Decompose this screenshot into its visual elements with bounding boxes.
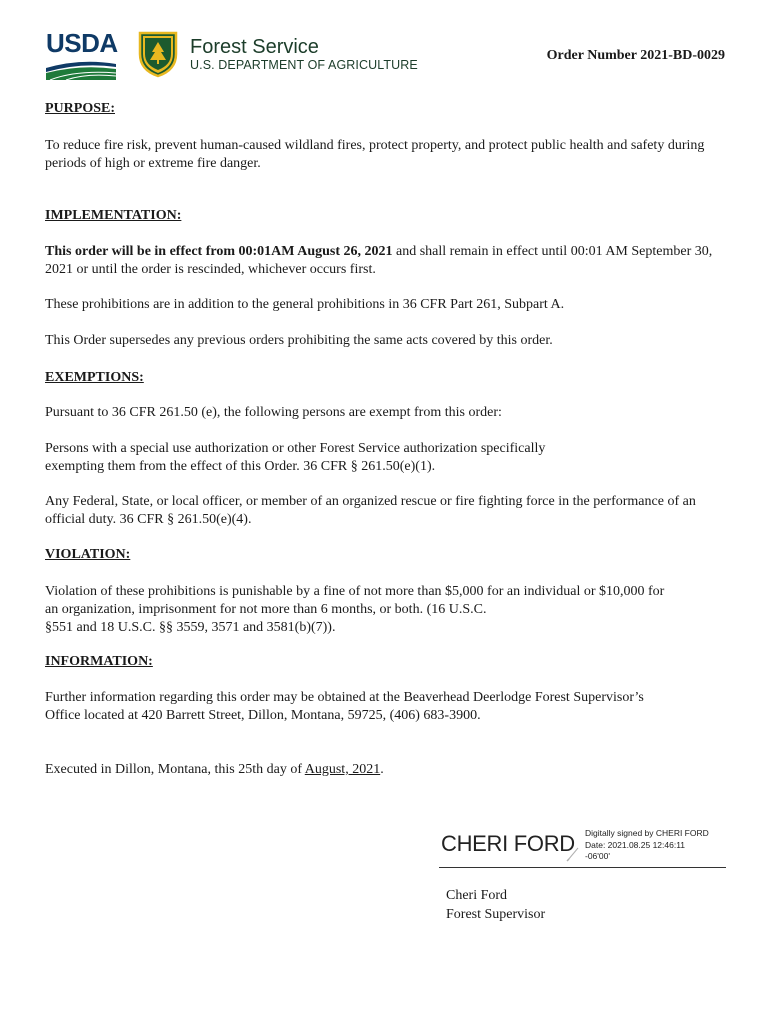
purpose-text: To reduce fire risk, prevent human-caused wildland fires, protect property, and protect public health and safety during periods of high or extreme fire danger.	[45, 138, 705, 171]
violation-heading: VIOLATION:	[45, 547, 131, 562]
exemption-item-2: Any Federal, State, or local officer, or member of an organized rescue or fire fighting force in the performance of an official duty. 36 CFR § 261.50(e)(4).	[45, 494, 696, 527]
forest-service-shield-icon	[137, 30, 179, 78]
exemption-item-1-line-1: Persons with a special use authorization or other Forest Service authorization specifically	[45, 441, 546, 456]
implementation-effective	[45, 243, 725, 279]
digital-signature-info	[585, 828, 735, 863]
violation-line-2: an organization, imprisonment for not more than 6 months, or both. (16 U.S.C.	[45, 602, 487, 617]
digital-signed-by: Digitally signed by CHERI FORD	[585, 828, 709, 838]
effective-date-bold: This order will be in effect from 00:01AM August 26, 2021	[45, 244, 393, 259]
exemptions-intro: Pursuant to 36 CFR 261.50 (e), the following persons are exempt from this order:	[45, 405, 502, 420]
purpose-heading: PURPOSE:	[45, 101, 115, 116]
signer-name: Cheri Ford	[446, 888, 508, 903]
exemption-item-1	[45, 440, 725, 476]
information-text	[45, 689, 725, 725]
violation-text	[45, 583, 725, 637]
usda-logo	[46, 30, 118, 80]
execution-prefix: Executed in Dillon, Montana, this 25th day of	[45, 762, 305, 777]
signer-title: Forest Supervisor	[446, 907, 546, 922]
information-line-2: Office located at 420 Barrett Street, Dillon, Montana, 59725, (406) 683-3900.	[45, 708, 481, 723]
exemptions-heading: EXEMPTIONS:	[45, 370, 144, 385]
department-name: U.S. DEPARTMENT OF AGRICULTURE	[190, 58, 418, 72]
execution-date: August, 2021	[304, 762, 381, 777]
information-line-1: Further information regarding this order may be obtained at the Beaverhead Deerlodge Forest Supervisor’s	[45, 690, 644, 705]
signature-line	[439, 867, 726, 868]
usda-field-icon	[46, 60, 116, 80]
execution-suffix: .	[380, 762, 384, 777]
execution-statement	[45, 761, 725, 779]
exemption-item-1-line-2: exempting them from the effect of this Order. 36 CFR § 261.50(e)(1).	[45, 459, 436, 474]
violation-line-1: Violation of these prohibitions is punishable by a fine of not more than $5,000 for an individual or $10,000 for	[45, 584, 665, 599]
digital-signed-offset: -06'00'	[585, 851, 610, 861]
effective-date-rest: and shall remain in effect until 00:01 AM September 30, 2021 or until the order is rescinded, whichever occurs first.	[45, 244, 713, 277]
violation-line-3: §551 and 18 U.S.C. §§ 3559, 3571 and 3581(b)(7)).	[45, 620, 336, 635]
usda-logo-text: USDA	[46, 28, 118, 58]
agency-name: Forest Service	[190, 36, 319, 58]
implementation-para-3: This Order supersedes any previous orders prohibiting the same acts covered by this order.	[45, 333, 553, 348]
implementation-para-2: These prohibitions are in addition to the general prohibitions in 36 CFR Part 261, Subpart A.	[45, 297, 565, 312]
signature-pen-icon	[566, 846, 580, 862]
information-heading: INFORMATION:	[45, 654, 153, 669]
order-number: Order Number 2021-BD-0029	[546, 48, 725, 63]
digital-signed-date: Date: 2021.08.25 12:46:11	[585, 839, 686, 850]
signer-block	[446, 886, 545, 924]
signature-name: CHERI FORD	[441, 831, 575, 856]
implementation-heading: IMPLEMENTATION:	[45, 208, 182, 223]
